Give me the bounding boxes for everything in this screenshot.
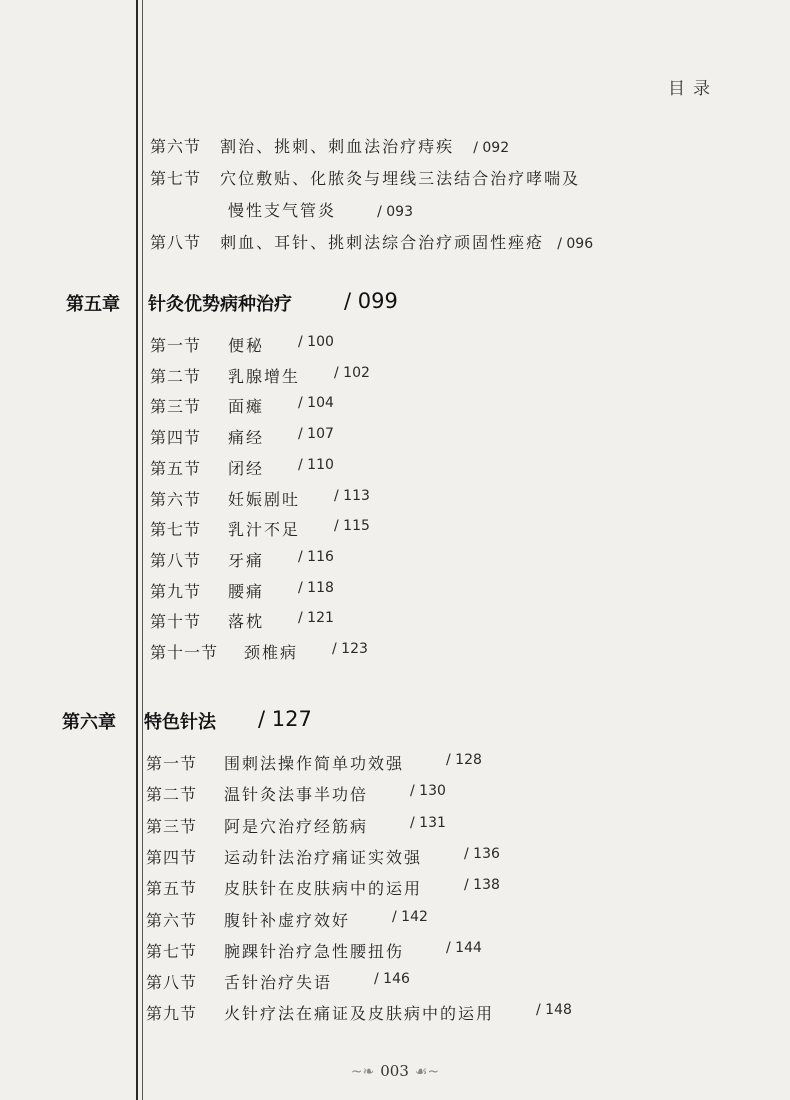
- toc-entry[interactable]: [150, 640, 368, 663]
- section-title: 乳汁不足: [228, 520, 301, 540]
- section-number: 第三节: [150, 397, 202, 417]
- section-number: 第十节: [150, 612, 202, 632]
- section-number: 第四节: [146, 847, 198, 867]
- page-ref: / 123: [332, 641, 368, 657]
- chapter-page-ref: / 127: [258, 707, 312, 731]
- toc-entry[interactable]: [150, 548, 334, 571]
- section-number: 第八节: [150, 233, 202, 252]
- section-title: 面瘫: [228, 397, 265, 417]
- section-number: 第八节: [150, 550, 202, 570]
- toc-entry[interactable]: [146, 751, 482, 774]
- toc-entry[interactable]: [146, 845, 500, 868]
- toc-entry[interactable]: [150, 394, 334, 417]
- section-number: 第五节: [150, 458, 202, 478]
- toc-entry[interactable]: [146, 939, 482, 962]
- section-number: 第一节: [146, 754, 198, 773]
- toc-entry[interactable]: [150, 609, 334, 632]
- toc-entry[interactable]: [150, 166, 580, 189]
- toc-entry[interactable]: [150, 364, 370, 387]
- chapter-title: 针灸优势病种治疗: [148, 294, 292, 315]
- toc-entry[interactable]: [150, 425, 334, 448]
- page-ref: / 131: [410, 814, 446, 831]
- section-number: 第三节: [146, 816, 198, 836]
- toc-entry[interactable]: [150, 134, 509, 157]
- page-ref: / 107: [298, 426, 334, 443]
- page-ref: / 113: [334, 487, 370, 504]
- section-title: 痛经: [228, 428, 265, 448]
- section-title-continued: 慢性支气管炎: [228, 201, 337, 220]
- page-number: 003: [380, 1062, 409, 1080]
- section-title: 温针灸法事半功倍: [224, 785, 369, 805]
- page-ref: / 093: [377, 204, 413, 220]
- page-ref: / 130: [410, 783, 446, 800]
- section-title: 皮肤针在皮肤病中的运用: [224, 879, 423, 899]
- section-number: 第八节: [146, 973, 198, 993]
- section-number: 第九节: [146, 1004, 198, 1024]
- toc-entry[interactable]: [150, 230, 593, 253]
- section-title: 刺血、耳针、挑刺法综合治疗顽固性痤疮: [220, 233, 545, 252]
- section-number: 第二节: [146, 785, 198, 805]
- margin-rule: [136, 0, 138, 1100]
- section-number: 第五节: [146, 879, 198, 899]
- section-number: 第六节: [150, 489, 202, 509]
- toc-entry[interactable]: [146, 970, 410, 993]
- page-ref: / 116: [298, 548, 334, 565]
- page-ref: / 146: [374, 971, 410, 988]
- toc-entry[interactable]: [150, 456, 334, 479]
- page-ref: / 110: [298, 456, 334, 473]
- section-number: 第七节: [146, 941, 198, 961]
- page-ref: / 144: [446, 939, 482, 956]
- section-title: 腹针补虚疗效好: [224, 910, 351, 930]
- toc-entry[interactable]: [150, 517, 370, 540]
- margin-rule-inner: [142, 0, 143, 1100]
- toc-entry[interactable]: [150, 579, 334, 602]
- section-title: 阿是穴治疗经筋病: [224, 816, 369, 836]
- running-header: 目录: [668, 79, 718, 99]
- section-number: 第六节: [146, 910, 198, 930]
- chapter-page-ref: / 099: [344, 289, 398, 313]
- section-number: 第七节: [150, 169, 202, 188]
- section-title: 闭经: [228, 458, 265, 478]
- page-ref: / 104: [298, 395, 334, 412]
- page-ref: / 138: [464, 877, 500, 894]
- section-title: 围刺法操作简单功效强: [224, 754, 405, 773]
- section-title: 颈椎病: [244, 643, 299, 662]
- toc-entry[interactable]: [146, 782, 446, 805]
- section-number: 第二节: [150, 366, 202, 386]
- section-title: 牙痛: [228, 550, 265, 570]
- toc-entry[interactable]: [150, 333, 334, 356]
- section-number: 第九节: [150, 581, 202, 601]
- page-ref: / 136: [464, 845, 500, 862]
- toc-entry[interactable]: [146, 814, 446, 837]
- page-ref: / 096: [557, 236, 594, 252]
- section-number: 第六节: [150, 137, 202, 156]
- page-ref: / 118: [298, 579, 334, 596]
- page-ref: / 142: [392, 908, 428, 925]
- section-title: 运动针法治疗痛证实效强: [224, 847, 423, 867]
- section-number: 第四节: [150, 428, 202, 448]
- section-title: 割治、挑刺、刺血法治疗痔疾: [220, 137, 455, 156]
- section-title: 穴位敷贴、化脓灸与埋线三法结合治疗哮喘及: [220, 169, 581, 188]
- page-ref: / 121: [298, 610, 334, 627]
- chapter-number: 第五章: [66, 294, 120, 315]
- toc-entry[interactable]: [146, 908, 428, 931]
- page-footer: [0, 1062, 790, 1080]
- page-ref: / 102: [334, 364, 370, 381]
- page-ref: / 148: [536, 1002, 572, 1019]
- section-number: 第一节: [150, 336, 202, 355]
- chapter-title: 特色针法: [144, 712, 216, 733]
- page-ref: / 115: [334, 518, 370, 535]
- page-ref: / 100: [298, 334, 334, 350]
- ornament-right-icon: ☙~: [414, 1064, 440, 1080]
- section-title: 乳腺增生: [228, 366, 301, 386]
- section-number: 第七节: [150, 520, 202, 540]
- toc-entry[interactable]: [146, 1001, 572, 1024]
- toc-entry[interactable]: [146, 876, 500, 899]
- section-title: 落枕: [228, 612, 265, 632]
- toc-entry[interactable]: [150, 487, 370, 510]
- chapter-number: 第六章: [62, 712, 116, 733]
- toc-entry-continued[interactable]: [228, 198, 413, 221]
- ornament-left-icon: ~❧: [350, 1064, 375, 1080]
- section-number: 第十一节: [150, 643, 219, 662]
- page-ref: / 128: [446, 752, 482, 768]
- section-title: 腕踝针治疗急性腰扭伤: [224, 941, 405, 961]
- section-title: 舌针治疗失语: [224, 973, 333, 993]
- section-title: 便秘: [228, 336, 265, 355]
- section-title: 火针疗法在痛证及皮肤病中的运用: [224, 1004, 495, 1024]
- section-title: 妊娠剧吐: [228, 489, 301, 509]
- page-ref: / 092: [473, 140, 510, 156]
- section-title: 腰痛: [228, 581, 265, 601]
